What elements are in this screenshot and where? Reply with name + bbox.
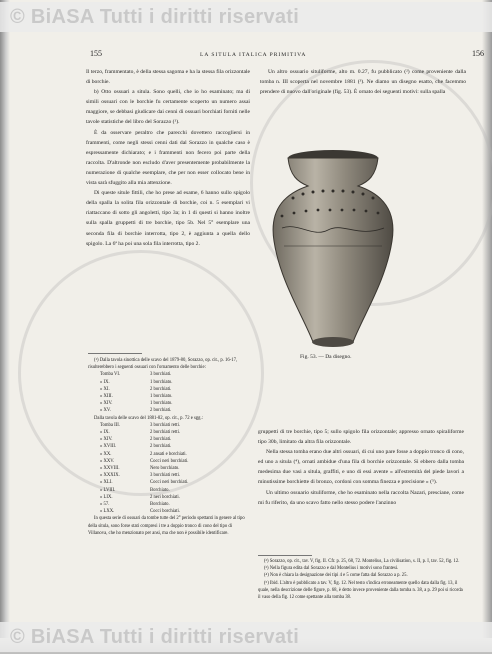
page-shadow-left [0,0,10,654]
paragraph: b) Otto ossuari a situla. Sono quelli, che io ho esaminato; ma di simili ossuari con le borchie fu certamente scoperto un numero assai maggiore, se debbasi giudicare dai cenni di ossuari borchiati forniti nelle tavole statistiche del libro del Sorazzo (¹). [86,89,250,126]
tomb-desc: 2 borchiati. [150,386,172,392]
tomb-desc: 2 ansati e borchiati. [150,451,187,457]
tomb-id: » XXXIX. [100,473,120,479]
tomb-desc: 1 borchiato. [150,401,173,407]
tomb-desc: 1 borchiato. [150,379,173,385]
footnote-rule [88,353,142,354]
tomb-id: » XIII. [100,394,113,400]
tomb-id: » 57. [100,502,110,508]
figure-caption: Fig. 53. — Da disegno. [300,354,352,360]
tomb-row [88,379,250,386]
tomb-id: » XXV. [100,458,115,464]
vase-illustration [268,146,398,352]
tomb-row [88,386,250,393]
tomb-id: » XLI. [100,480,113,486]
body-column-bottom-right [258,427,464,508]
page-number-right: 156 [472,49,484,58]
footnotes-right [258,558,464,601]
tomb-desc: 3 borchiati retti. [150,473,181,479]
tomb-desc: 2 borchiati. [150,444,172,450]
tomb-row [88,443,250,450]
body-column-top-left [86,67,250,249]
tomb-row [88,436,250,443]
footnote-text: (²) Sorazzo, op. cit., tav. V, fig. II. Cfr. p. 25, 68, 72. Montelius, La civilisation, s. II, p. I, tav. 52, fig. 12. [264,559,460,564]
page-shadow-right [482,0,492,654]
footnote-rule [258,555,312,556]
running-head: LA SITULA ITALICA PRIMITIVA [200,52,307,58]
tomb-desc: 1 borchiato. [150,394,173,400]
tomb-id: » LXX. [100,509,115,515]
tomb-id: » LVIII. [100,487,116,493]
paragraph: Il terzo, frammentato, è della stessa sagoma e ha la stessa fila orizzontale di borchie. [86,69,250,86]
tomb-desc: 2 borchiati. [150,408,172,414]
tomb-id: » XIV. [100,437,113,443]
tomb-desc: 2 borchiati. [150,437,172,443]
footnote-text: (⁴) Non è chiara la designazione dei tipi 4 e 5 come fatta dal Sorazzo a p. 25. [264,573,408,579]
tomb-id: » XX. [100,451,112,457]
paragraph: Nella stessa tomba erano due altri ossuari, di cui uno pare fosse a doppio tronco di cono, ed uno a situla (⁴), ornati ambidue d'una fila di borchie orizzontale. Si ebbero dalla tomba medesima due vasi a situla, graffiti, e uno di essi avente « all'estremità del piede lavori a minutissime borchiette di bronzo, cordoni con somma finezza e precisione » (⁵). [258,449,464,486]
tomb-id: » XV. [100,408,111,414]
tomb-row [88,407,250,414]
footnote-text: (¹) Dalla tavola sinottica delle scavo del 1879-80, Sorazzo, op. cit., p. 16-17, risulterebbero i seguenti ossuari con l'ornamento delle borchie: [88,358,238,371]
tomb-row [88,479,250,486]
tomb-row [88,501,250,508]
tomb-row [88,465,250,472]
tomb-id: » IX. [100,379,110,385]
tomb-row [88,451,250,458]
footnote-text: In questa serie di ossuari da tombe tutte del 2° periodo spettanti in genere al tipo della situla, sono forse stati compresi i tre a doppio tronco di cono del tipo di Villanova, che ho menzionato per ansi, ma che non è possibile identificare. [88,516,245,536]
footnotes-left [88,357,250,537]
tomb-desc: Nero borchiato. [150,466,180,472]
tomb-list-2 [88,422,250,516]
tomb-desc: 3 borchiati. [150,372,172,378]
tomb-id: » XIV. [100,401,113,407]
paragraph: Di queste situle fittili, che ho prese ad esame, 6 hanno sullo spigolo della spalla la solita fila orizzontale di borchie, coi n. 5 esemplari vi riattaccano di sotto gli angoletti, tipo 3a; in 1 di questi si hanno inoltre sulla spalla gruppetti di tre borchie, tipo 5b. Nel 5° esemplare una seconda fila di borchie interrotta, tipo 2, è aggiunta a quella dello spigolo. La 6ª ha poi una sola fila interrotta, tipo 2. [86,190,250,247]
tomb-id: » IX. [100,430,110,436]
tomb-desc: Borchiato. [150,487,170,493]
watermark-banner-top: © BiASA Tutti i diritti riservati [0,2,492,32]
tomb-row [88,458,250,465]
tomb-row [88,429,250,436]
footnote-text: (⁵) Ibid. L'altro è pubblicato a tav. V, fig. 12. Nel testo s'indica erroneamente quello data dalla fig. 13, il quale, nella descrizione delle figure, p. 68, è detto invece proveniente dalla tomba n. 38, a p. 29 poi si ricorda il vaso della fig. 12 come spettante alla tomba 38. [258,580,463,601]
paragraph: gruppetti di tre borchie, tipo 5; sullo spigolo fila orizzontale; appresso ornato spiraliforme tipo 30b, limitato da altra fila orizzontale. [258,429,464,446]
tomb-desc: Borchiato. [150,502,170,508]
tomb-row [88,393,250,400]
paragraph: Un ultimo ossuario situliforme, che ho esaminato nella raccolta Nazari, presciane, come mi fu riferito, da uno scavo fatto nello stesso podere l'anzinno [258,489,464,506]
tomb-desc: 2 neri borchiati. [150,494,180,500]
tomb-row [88,472,250,479]
tomb-id: » LIX. [100,494,113,500]
tomb-row [88,487,250,494]
footnote-text: (³) Nella figura edita dal Sorazzo e dal Montelius i motivi sono frantesi. [264,566,399,572]
tomb-desc: Cocci neri borchiati. [150,458,189,464]
tomb-id: Tomba VI. [100,372,121,378]
page-number-left: 155 [90,49,102,58]
watermark-banner-bottom: © BiASA Tutti i diritti riservati [0,622,492,652]
tomb-id: » XVIII. [100,444,117,450]
paragraph: È da osservare peraltro che parecchi dovettero raccogliersi in frammenti, come negli stessi cenni dati dal Sorazzo in qualche caso è espressamente dichiarato; e i frammenti non fecero poi parte della raccolta. D'altronde non escludo d'aver presentemente probabilmente la numerazione di qualche esemplare, che per non esser collocato bene in vista sarà sfuggito alla mia attenzione. [86,129,250,187]
tomb-desc: Cocci borchiati. [150,509,180,515]
tomb-row [88,494,250,501]
tomb-list-1 [88,371,250,414]
tomb-row [88,371,250,378]
paragraph: Un altro ossuario situliforme, alto m. 0.27, fu pubblicato (²) come proveniente dalla tomba n. III scoperta nel novembre 1881 (³). Ne diamo un disegno esatto, che facemmo prendere di nuovo dall'originale (fig. 53). È ornato dei seguenti motivi: sulla spalla [260,69,466,96]
tomb-id: Tomba III. [100,422,120,428]
tomb-desc: Cocci neri borchiati. [150,480,189,486]
tomb-row [88,400,250,407]
tomb-desc: 3 borchiati retti. [150,422,181,428]
tomb-row [88,508,250,515]
footnote-text: Dalla tavola delle scavo del 1881-82, op. cit., p. 72 e sgg.: [94,415,203,421]
tomb-desc: 2 borchiati retti. [150,430,181,436]
body-column-top-right [260,67,466,97]
tomb-id: » XI. [100,386,110,392]
tomb-row [88,422,250,429]
tomb-id: » XXVIII. [100,466,120,472]
